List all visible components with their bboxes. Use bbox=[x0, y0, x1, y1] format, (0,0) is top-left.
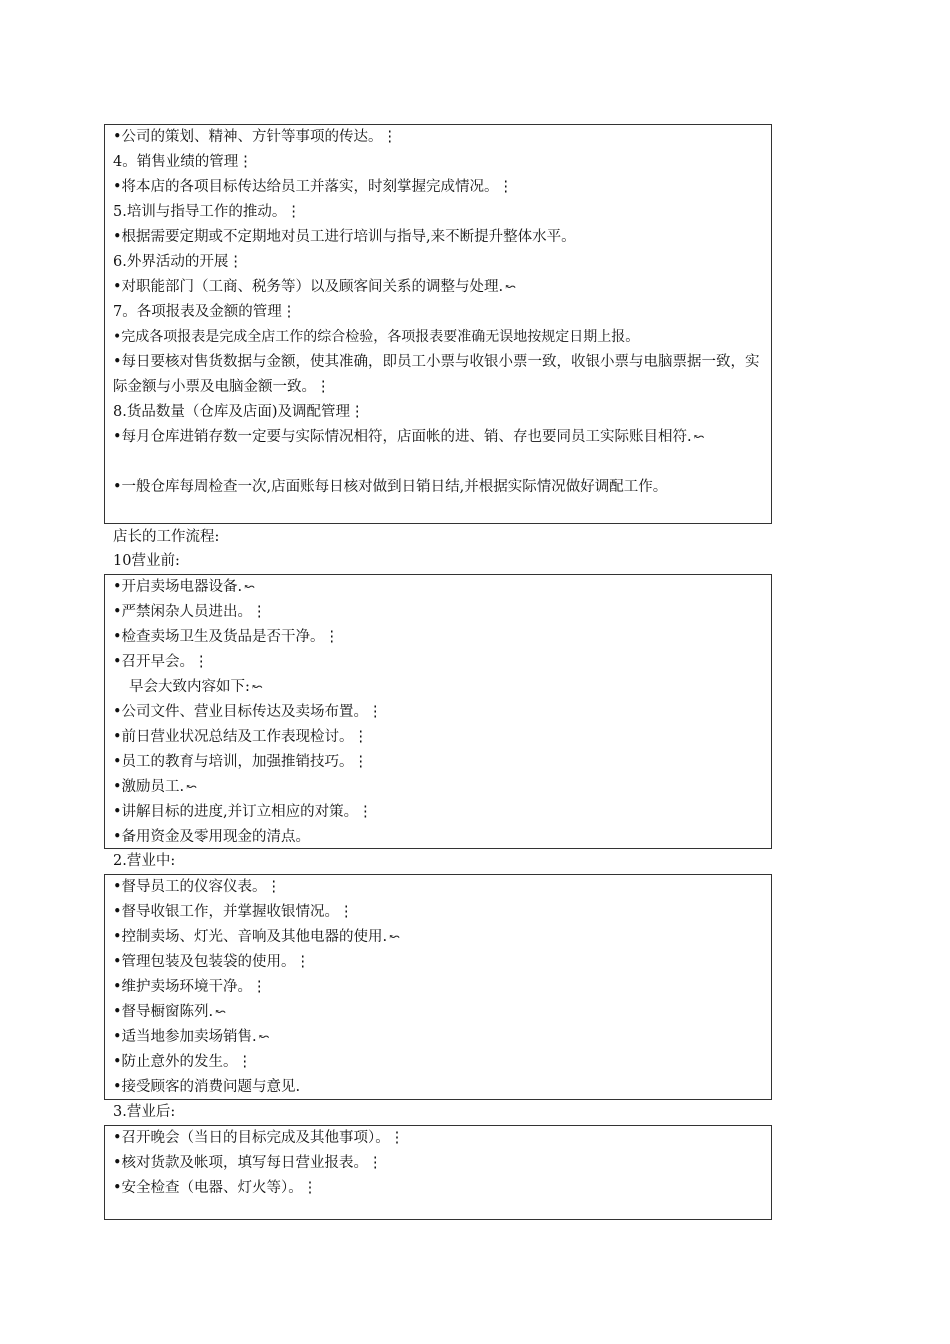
text-line: •讲解目标的进度,并订立相应的对策。⋮ bbox=[113, 804, 373, 820]
text-line: •核对货款及帐项，填写每日营业报表。⋮ bbox=[113, 1155, 383, 1171]
text-line-with-mark bbox=[113, 1000, 763, 1025]
heading-before-business: 10营业前: bbox=[113, 553, 180, 569]
text-line: 早会大致内容如下: bbox=[129, 679, 250, 695]
text-line: •备用资金及零用现金的清点。 bbox=[113, 829, 311, 845]
text-line: •召开晚会（当日的目标完成及其他事项）。⋮ bbox=[113, 1130, 405, 1146]
text-line-with-mark bbox=[113, 925, 763, 950]
text-line: 5.培训与指导工作的推动。⋮ bbox=[113, 204, 301, 220]
text-line: •公司文件、营业目标传达及卖场布置。⋮ bbox=[113, 704, 383, 720]
text-line: •根据需要定期或不定期地对员工进行培训与指导,来不断提升整体水平。 bbox=[113, 229, 576, 245]
text-line: •维护卖场环境干净。⋮ bbox=[113, 979, 267, 995]
return-mark-icon: ↜ bbox=[244, 580, 256, 595]
return-mark-icon: ↜ bbox=[186, 780, 198, 795]
text-line: •严禁闲杂人员进出。⋮ bbox=[113, 604, 267, 620]
text-line: •完成各项报表是完成全店工作的综合检验，各项报表要准确无误地按规定日期上报。 bbox=[113, 329, 640, 345]
text-line: •控制卖场、灯光、音响及其他电器的使用. bbox=[113, 929, 388, 945]
heading-after-business: 3.营业后: bbox=[113, 1104, 176, 1120]
return-mark-icon: ↜ bbox=[389, 930, 401, 945]
text-line: 8.货品数量（仓库及店面)及调配管理⋮ bbox=[113, 404, 365, 420]
text-line: •防止意外的发生。⋮ bbox=[113, 1054, 253, 1070]
text-line: •督导收银工作，并掌握收银情况。⋮ bbox=[113, 904, 354, 920]
return-mark-icon: ↜ bbox=[251, 680, 263, 695]
text-line: •适当地参加卖场销售. bbox=[113, 1029, 257, 1045]
return-mark-icon: ↜ bbox=[215, 1005, 227, 1020]
text-line: •召开早会。⋮ bbox=[113, 654, 209, 670]
section-box-before-business bbox=[104, 574, 772, 849]
text-line: •公司的策划、精神、方针等事项的传达。⋮ bbox=[113, 129, 398, 145]
section-box-during-business bbox=[104, 874, 772, 1100]
text-line-with-mark bbox=[113, 575, 763, 600]
heading-during-business: 2.营业中: bbox=[113, 853, 176, 869]
return-mark-icon: ↜ bbox=[258, 1030, 270, 1045]
text-line: •接受顾客的消费问题与意见. bbox=[113, 1079, 301, 1095]
text-line: •对职能部门（工商、税务等）以及顾客间关系的调整与处理. bbox=[113, 279, 504, 295]
text-line-with-mark bbox=[113, 1025, 763, 1050]
text-line: •督导橱窗陈列. bbox=[113, 1004, 214, 1020]
text-line: •检查卖场卫生及货品是否干净。⋮ bbox=[113, 629, 340, 645]
return-mark-icon: ↜ bbox=[505, 280, 517, 295]
text-line: •每月仓库进销存数一定要与实际情况相符，店面帐的进、销、存也要同员工实际账目相符. bbox=[113, 429, 692, 445]
text-paragraph: •每日要核对售货数据与金额，使其准确，即员工小票与收银小票一致，收银小票与电脑票据一致，实际金额与小票及电脑金额一致。⋮ bbox=[113, 354, 760, 395]
section-box-after-business bbox=[104, 1125, 772, 1220]
heading-workflow: 店长的工作流程: bbox=[113, 529, 220, 545]
return-mark-icon: ↜ bbox=[693, 430, 705, 445]
text-line: 6.外界活动的开展⋮ bbox=[113, 254, 243, 270]
text-line-with-mark bbox=[113, 675, 763, 700]
text-line: •激励员工. bbox=[113, 779, 185, 795]
text-line: 7。各项报表及金额的管理⋮ bbox=[113, 304, 297, 320]
text-line: 4。销售业绩的管理⋮ bbox=[113, 154, 253, 170]
text-paragraph: •一般仓库每周检查一次,店面账每日核对做到日销日结,并根据实际情况做好调配工作。 bbox=[113, 479, 668, 495]
text-line: •安全检查（电器、灯火等）。⋮ bbox=[113, 1180, 318, 1196]
text-line-with-mark bbox=[113, 775, 763, 800]
text-line-with-mark bbox=[113, 275, 763, 300]
text-line: •员工的教育与培训，加强推销技巧。⋮ bbox=[113, 754, 369, 770]
text-line: •前日营业状况总结及工作表现检讨。⋮ bbox=[113, 729, 369, 745]
text-line: •督导员工的仪容仪表。⋮ bbox=[113, 879, 282, 895]
text-line: •将本店的各项目标传达给员工并落实，时刻掌握完成情况。⋮ bbox=[113, 179, 514, 195]
text-paragraph-with-mark bbox=[113, 425, 763, 475]
text-line: •管理包装及包装袋的使用。⋮ bbox=[113, 954, 311, 970]
text-line: •开启卖场电器设备. bbox=[113, 579, 243, 595]
section-box-management bbox=[104, 124, 772, 524]
